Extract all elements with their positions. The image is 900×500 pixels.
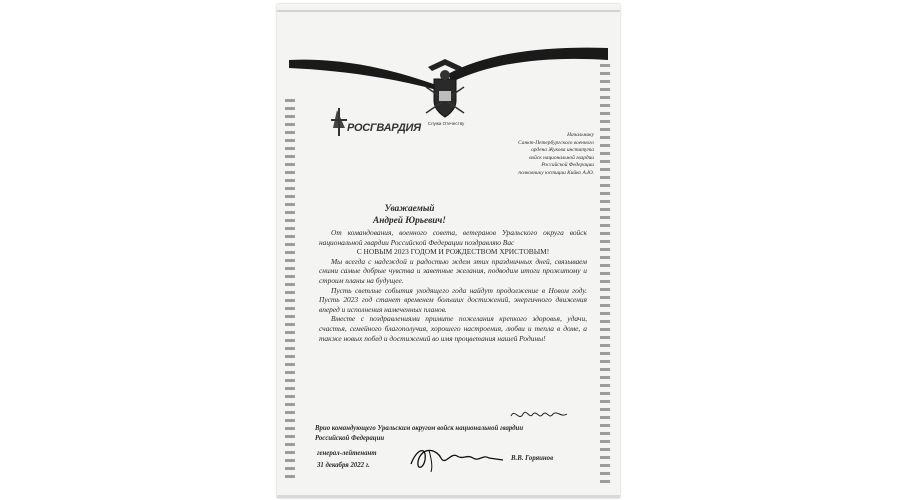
addressee-line: ордена Жукова института <box>531 147 594 154</box>
scan-bottom-edge <box>277 495 620 498</box>
paragraph: Мы всегда с надеждой и радостью ждем этих праздничных дней, связываем сними самые добрые чувства и заветные желания, подводим итоги прожитому и строим планы на будущее. <box>319 256 587 285</box>
org-line: Российской Федерации <box>315 435 385 442</box>
ornament-border-left <box>285 99 295 479</box>
rosgvardia-logo-text: РОСГВАРДИЯ <box>347 122 421 134</box>
signer-name: В.В. Горяинов <box>511 455 554 462</box>
letter-body <box>319 228 587 343</box>
position-line: Врио командующего Уральским округом войск национальной гвардии <box>315 425 524 432</box>
handwritten-closing <box>509 406 569 424</box>
ornament-border-right <box>600 64 610 484</box>
scan-top-edge <box>277 10 620 12</box>
greeting <box>373 203 446 227</box>
congratulation-headline: С НОВЫМ 2023 ГОДОМ И РОЖДЕСТВОМ ХРИСТОВЫМ! <box>356 247 550 257</box>
addressee-block <box>434 132 594 178</box>
letter-page <box>277 4 620 498</box>
ribbon-right-decoration <box>448 44 608 84</box>
addressee-line: Санкт-Петербургского военного <box>518 139 594 146</box>
addressee-line: Российской Федерации <box>541 162 594 169</box>
ribbon-left-decoration <box>289 56 439 90</box>
signer-rank: генерал-лейтенант <box>317 450 377 457</box>
letter-date: 31 декабря 2022 г. <box>317 462 370 469</box>
signature-position <box>315 424 585 444</box>
paragraph: От командования, военного совета, ветеранов Уральского округа войск национальной гвардии Российской Федерации поздравляю Вас <box>319 228 587 247</box>
addressee-line: Начальнику <box>567 132 594 138</box>
greeting-line-1: Уважаемый <box>384 204 435 214</box>
emblem-motto: Служа Отечеству <box>427 121 465 126</box>
addressee-line: полковнику юстиции Кийко А.Ю. <box>518 169 594 176</box>
paragraph: Вместе с поздравлениями примите пожелания крепкого здоровья, удачи, счастья, семейного благополучия, хорошего настроения, любви и тепла в доме, а также новых побед и достижений во имя процветания нашей Родины! <box>319 314 587 343</box>
addressee-line: войск национальной гвардии <box>529 154 594 161</box>
paragraph: Пусть светлые события уходящего года найдут продолжение в Новом году. Пусть 2023 год станет временем больших достижений, энергичного движения вперед и исполнения намеченных планов. <box>319 285 587 314</box>
handwritten-signature <box>407 442 507 474</box>
greeting-line-2: Андрей Юрьевич! <box>373 216 446 226</box>
